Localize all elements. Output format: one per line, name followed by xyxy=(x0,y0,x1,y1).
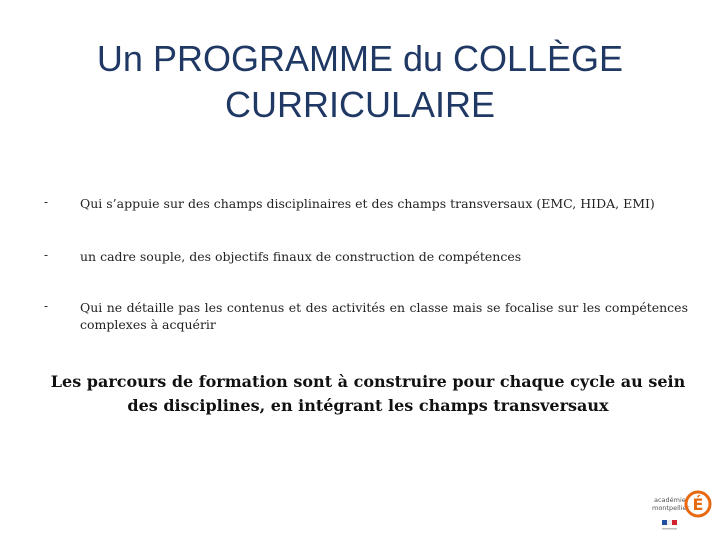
logo-line-2: montpellier xyxy=(652,504,690,512)
title-line-2: CURRICULAIRE xyxy=(224,84,496,125)
logo-caption-icon xyxy=(662,528,677,530)
logo-line-1: académie xyxy=(654,496,686,504)
bullet-text: un cadre souple, des objectifs finaux de construction de compétences xyxy=(80,249,522,264)
bullet-marker: - xyxy=(44,248,49,262)
title-line-1: Un PROGRAMME du COLLÈGE xyxy=(96,38,624,79)
flag-white-icon xyxy=(667,520,672,525)
bullet-marker: - xyxy=(44,195,49,209)
slide-title xyxy=(20,36,700,128)
logo-letter: É xyxy=(692,495,704,514)
bullet-text: Qui ne détaille pas les contenus et des activités en classe mais se focalise sur les compétences complexes à acquérir xyxy=(80,300,688,332)
academie-montpellier-logo xyxy=(636,480,720,538)
flag-red-icon xyxy=(672,520,677,525)
flag-blue-icon xyxy=(662,520,667,525)
conclusion-text: Les parcours de formation sont à construire pour chaque cycle au sein des disciplines, en intégrant les champs transversaux xyxy=(50,372,686,415)
logo-graphic xyxy=(636,480,720,538)
bullet-marker: - xyxy=(44,299,49,313)
bullet-text: Qui s’appuie sur des champs disciplinaires et des champs transversaux (EMC, HIDA, EMI) xyxy=(80,196,655,211)
